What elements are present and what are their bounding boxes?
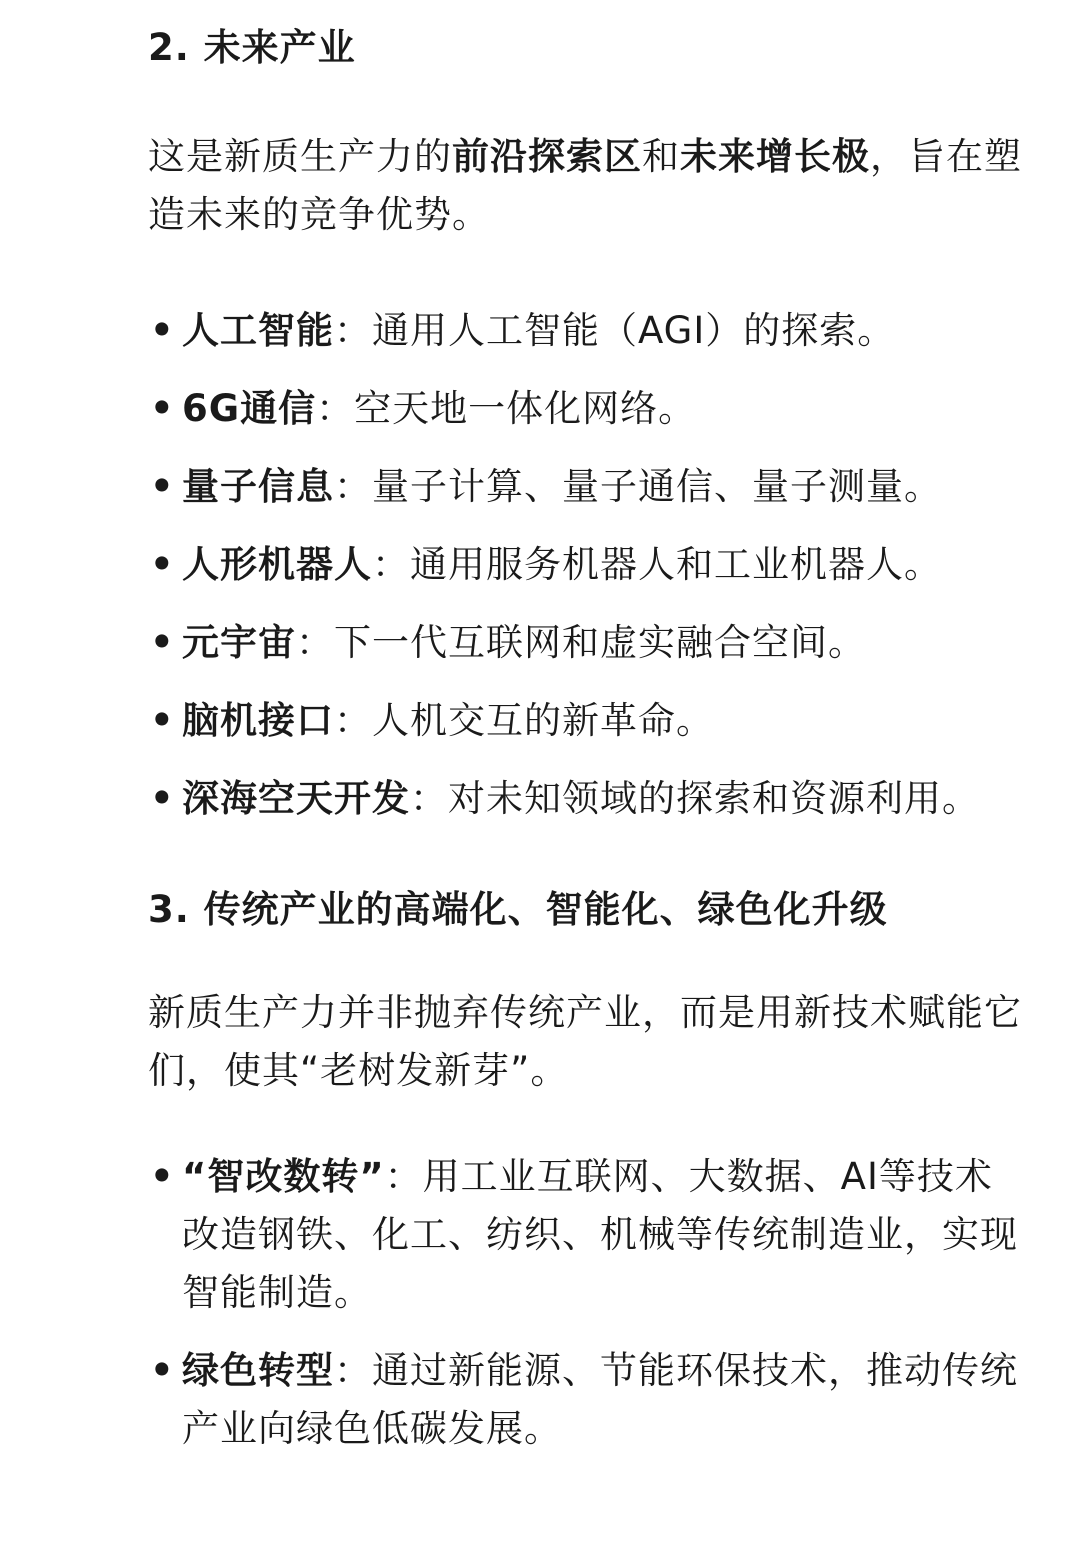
item-description: 通过新能源、节能环保技术，推动传统产业向绿色低碳发展。 [182, 1349, 1018, 1450]
list-item [148, 770, 1024, 828]
item-term: 绿色转型 [182, 1349, 334, 1392]
list-item [148, 302, 1024, 360]
item-separator: ： [384, 1155, 423, 1198]
bullet-icon: • [150, 1349, 175, 1392]
item-separator: ： [296, 621, 334, 664]
list-item [148, 614, 1024, 672]
list-item [148, 458, 1024, 516]
item-description: 通用服务机器人和工业机器人。 [410, 543, 942, 586]
item-term: 深海空天开发 [182, 777, 410, 820]
list-item [148, 692, 1024, 750]
intro-bold-phrase: 前沿探索区 [452, 135, 642, 178]
item-description: 量子计算、量子通信、量子测量。 [372, 465, 942, 508]
item-description: 通用人工智能（AGI）的探索。 [372, 309, 896, 352]
list-item [148, 536, 1024, 594]
bullet-icon: • [150, 387, 175, 430]
item-separator: ： [372, 543, 410, 586]
bullet-icon: • [150, 465, 175, 508]
list-item [148, 380, 1024, 438]
item-description: 下一代互联网和虚实融合空间。 [334, 621, 866, 664]
section-intro-paragraph [148, 128, 1024, 244]
item-term: 人形机器人 [182, 543, 372, 586]
item-separator: ： [334, 465, 372, 508]
bullet-icon: • [150, 621, 175, 664]
section-heading-traditional-upgrade: 3. 传统产业的高端化、智能化、绿色化升级 [148, 888, 888, 931]
section-intro-paragraph: 新质生产力并非抛弃传统产业，而是用新技术赋能它们，使其“老树发新芽”。 [148, 991, 1022, 1092]
item-description: 人机交互的新革命。 [372, 699, 714, 742]
intro-bold-phrase: 未来增长极 [680, 135, 870, 178]
item-separator: ： [334, 1349, 372, 1392]
item-term: 元宇宙 [182, 621, 296, 664]
bullet-icon: • [150, 543, 175, 586]
bullet-icon: • [150, 309, 175, 352]
item-term: 量子信息 [182, 465, 334, 508]
bullet-icon: • [150, 777, 175, 820]
item-term: 脑机接口 [182, 699, 334, 742]
future-industries-list [148, 302, 1024, 828]
item-separator: ： [334, 309, 372, 352]
list-item [148, 1148, 1024, 1322]
intro-text: ，旨在塑造未来的竞争优势。 [148, 135, 1022, 236]
item-description: 用工业互联网、大数据、AI等技术改造钢铁、化工、纺织、机械等传统制造业，实现智能制造。 [182, 1155, 1018, 1314]
item-term: 6G通信 [182, 387, 317, 430]
item-term: 人工智能 [182, 309, 334, 352]
item-description: 对未知领域的探索和资源利用。 [448, 777, 980, 820]
intro-text: 和 [642, 135, 680, 178]
traditional-upgrade-list [148, 1148, 1024, 1458]
item-separator: ： [316, 387, 355, 430]
bullet-icon: • [150, 1155, 175, 1198]
item-description: 空天地一体化网络。 [354, 387, 697, 430]
list-item [148, 1342, 1024, 1458]
section-heading-future-industries: 2. 未来产业 [148, 26, 356, 69]
item-separator: ： [334, 699, 372, 742]
item-separator: ： [410, 777, 448, 820]
item-term: “智改数转” [182, 1155, 385, 1198]
bullet-icon: • [150, 699, 175, 742]
intro-text: 这是新质生产力的 [148, 135, 452, 178]
